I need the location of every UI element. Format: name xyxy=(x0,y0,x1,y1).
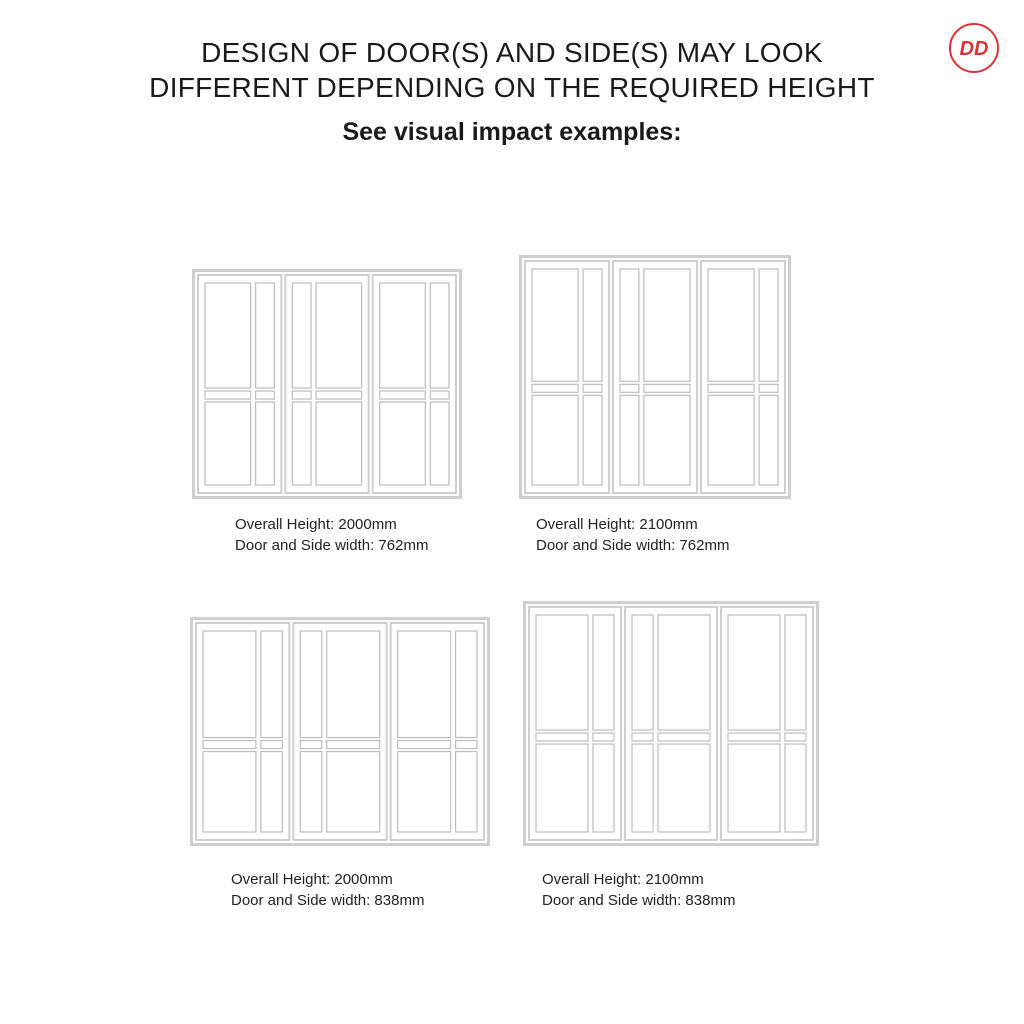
glass-pane xyxy=(728,733,780,741)
glass-pane xyxy=(536,733,588,741)
glass-pane xyxy=(785,733,806,741)
glass-pane xyxy=(759,269,778,381)
glass-pane xyxy=(203,741,256,749)
glass-pane xyxy=(536,744,588,832)
glass-pane xyxy=(380,402,426,485)
door-side-width-label: Door and Side width: 838mm xyxy=(542,892,736,909)
glass-pane xyxy=(728,744,780,832)
glass-pane xyxy=(620,395,639,485)
glass-pane xyxy=(292,402,311,485)
glass-pane xyxy=(658,615,710,730)
subheadline: See visual impact examples: xyxy=(342,118,682,146)
glass-pane xyxy=(593,733,614,741)
glass-pane xyxy=(316,391,362,399)
example-4-caption xyxy=(542,869,735,911)
glass-pane xyxy=(583,384,602,392)
glass-pane xyxy=(456,752,477,832)
glass-pane xyxy=(644,269,690,381)
glass-pane xyxy=(292,391,311,399)
glass-pane xyxy=(398,752,451,832)
glass-pane xyxy=(256,283,275,388)
glass-pane xyxy=(708,269,754,381)
glass-pane xyxy=(532,395,578,485)
glass-pane xyxy=(785,744,806,832)
glass-pane xyxy=(203,631,256,738)
glass-pane xyxy=(430,402,449,485)
glass-pane xyxy=(759,384,778,392)
glass-pane xyxy=(205,402,251,485)
glass-pane xyxy=(658,733,710,741)
glass-pane xyxy=(536,615,588,730)
glass-pane xyxy=(632,615,653,730)
glass-pane xyxy=(203,752,256,832)
glass-pane xyxy=(620,384,639,392)
glass-pane xyxy=(327,631,380,738)
glass-pane xyxy=(327,752,380,832)
glass-pane xyxy=(456,631,477,738)
glass-pane xyxy=(632,744,653,832)
door-set-illustration xyxy=(520,256,790,498)
glass-pane xyxy=(205,283,251,388)
glass-pane xyxy=(380,391,426,399)
glass-pane xyxy=(300,631,321,738)
glass-pane xyxy=(430,391,449,399)
door-example-4 xyxy=(524,602,818,845)
glass-pane xyxy=(583,395,602,485)
glass-pane xyxy=(620,269,639,381)
overall-height-label: Overall Height: 2100mm xyxy=(536,516,698,533)
overall-height-label: Overall Height: 2100mm xyxy=(542,871,704,888)
glass-pane xyxy=(644,384,690,392)
glass-pane xyxy=(261,752,282,832)
example-2-caption xyxy=(536,514,729,556)
door-example-1 xyxy=(193,270,461,498)
door-set-illustration xyxy=(191,618,489,845)
logo-text: DD xyxy=(959,38,989,60)
glass-pane xyxy=(256,402,275,485)
headline-line-2: DIFFERENT DEPENDING ON THE REQUIRED HEIGHT xyxy=(149,72,875,103)
glass-pane xyxy=(456,741,477,749)
door-side-width-label: Door and Side width: 762mm xyxy=(235,537,429,554)
glass-pane xyxy=(583,269,602,381)
glass-pane xyxy=(532,269,578,381)
glass-pane xyxy=(759,395,778,485)
glass-pane xyxy=(785,615,806,730)
glass-pane xyxy=(430,283,449,388)
glass-pane xyxy=(292,283,311,388)
headline-line-1: DESIGN OF DOOR(S) AND SIDE(S) MAY LOOK xyxy=(201,37,823,68)
glass-pane xyxy=(261,741,282,749)
glass-pane xyxy=(300,741,321,749)
door-side-width-label: Door and Side width: 762mm xyxy=(536,537,730,554)
door-example-2 xyxy=(520,256,790,498)
glass-pane xyxy=(380,283,426,388)
overall-height-label: Overall Height: 2000mm xyxy=(235,516,397,533)
glass-pane xyxy=(593,615,614,730)
glass-pane xyxy=(398,631,451,738)
glass-pane xyxy=(316,283,362,388)
glass-pane xyxy=(708,395,754,485)
door-set-illustration xyxy=(524,602,818,845)
door-side-width-label: Door and Side width: 838mm xyxy=(231,892,425,909)
glass-pane xyxy=(256,391,275,399)
example-1-caption xyxy=(235,514,428,556)
glass-pane xyxy=(708,384,754,392)
door-example-3 xyxy=(191,618,489,845)
glass-pane xyxy=(658,744,710,832)
dd-logo-icon xyxy=(949,23,999,73)
glass-pane xyxy=(593,744,614,832)
glass-pane xyxy=(532,384,578,392)
glass-pane xyxy=(205,391,251,399)
example-3-caption xyxy=(231,869,424,911)
glass-pane xyxy=(316,402,362,485)
glass-pane xyxy=(728,615,780,730)
glass-pane xyxy=(261,631,282,738)
glass-pane xyxy=(632,733,653,741)
glass-pane xyxy=(398,741,451,749)
glass-pane xyxy=(327,741,380,749)
glass-pane xyxy=(644,395,690,485)
door-set-illustration xyxy=(193,270,461,498)
glass-pane xyxy=(300,752,321,832)
overall-height-label: Overall Height: 2000mm xyxy=(231,871,393,888)
